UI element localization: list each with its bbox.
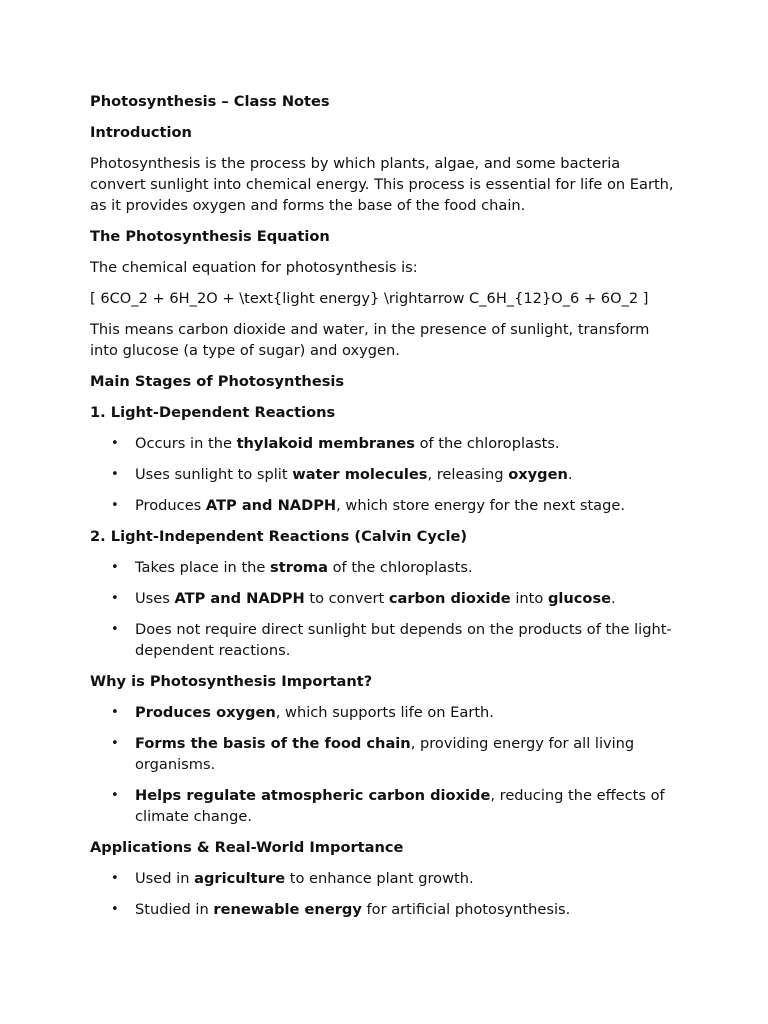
bullet-icon: • <box>111 705 119 720</box>
section-heading-equation: The Photosynthesis Equation <box>90 228 330 245</box>
bullet-icon: • <box>111 788 119 803</box>
importance-list <box>90 702 678 827</box>
list-item: • Occurs in the thylakoid membranes of the chloroplasts. <box>111 435 560 452</box>
list-item: • Helps regulate atmospheric carbon dioxide, reducing the effects of climate change. <box>111 787 665 825</box>
bullet-icon: • <box>111 622 119 637</box>
bullet-icon: • <box>111 498 119 513</box>
introduction-paragraph: Photosynthesis is the process by which plants, algae, and some bacteria convert sunlight into chemical energy. This process is essential for life on Earth, as it provides oxygen and forms the base of the food chain. <box>90 155 674 214</box>
list-item: • Uses sunlight to split water molecules, releasing oxygen. <box>111 466 573 483</box>
section-heading-importance: Why is Photosynthesis Important? <box>90 673 373 690</box>
bullet-icon: • <box>111 871 119 886</box>
subheading-calvin-cycle: 2. Light-Independent Reactions (Calvin Cycle) <box>90 528 468 545</box>
bullet-icon: • <box>111 591 119 606</box>
bullet-icon: • <box>111 436 119 451</box>
list-item: • Forms the basis of the food chain, providing energy for all living organisms. <box>111 735 635 773</box>
section-heading-introduction: Introduction <box>90 124 192 141</box>
list-item: • Produces ATP and NADPH, which store energy for the next stage. <box>111 497 626 514</box>
section-heading-applications: Applications & Real-World Importance <box>90 839 404 856</box>
list-item: • Produces oxygen, which supports life on Earth. <box>111 704 494 721</box>
equation-formula: [ 6CO_2 + 6H_2O + \text{light energy} \rightarrow C_6H_{12}O_6 + 6O_2 ] <box>90 290 649 307</box>
equation-explanation: This means carbon dioxide and water, in the presence of sunlight, transform into glucose (a type of sugar) and oxygen. <box>90 321 650 359</box>
equation-lead-text: The chemical equation for photosynthesis is: <box>90 259 418 276</box>
document-title: Photosynthesis – Class Notes <box>90 93 330 110</box>
bullet-icon: • <box>111 560 119 575</box>
list-item: • Uses ATP and NADPH to convert carbon dioxide into glucose. <box>111 590 616 607</box>
section-heading-stages: Main Stages of Photosynthesis <box>90 373 345 390</box>
list-item: • Studied in renewable energy for artificial photosynthesis. <box>111 901 571 918</box>
bullet-icon: • <box>111 902 119 917</box>
list-item: • Does not require direct sunlight but depends on the products of the light-dependent reactions. <box>111 621 672 659</box>
bullet-icon: • <box>111 736 119 751</box>
applications-list <box>90 868 678 920</box>
list-item: • Used in agriculture to enhance plant growth. <box>111 870 474 887</box>
subheading-light-dependent: 1. Light-Dependent Reactions <box>90 404 336 421</box>
list-item: • Takes place in the stroma of the chloroplasts. <box>111 559 473 576</box>
calvin-cycle-list <box>90 557 678 661</box>
bullet-icon: • <box>111 467 119 482</box>
light-dependent-list <box>90 433 678 516</box>
